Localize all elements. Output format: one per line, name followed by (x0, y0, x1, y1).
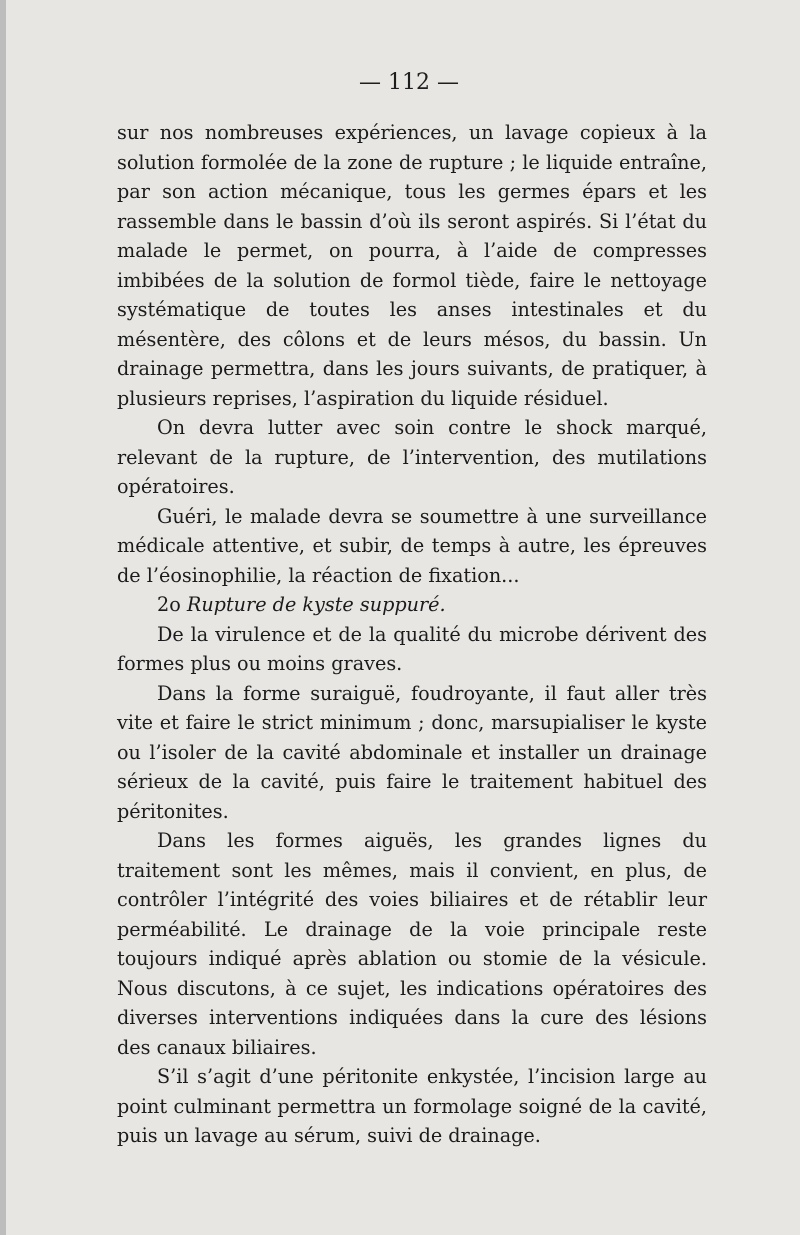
paragraph: sur nos nombreuses expériences, un lavage copieux à la solution formolée de la zone de rupture ; le liquide entraîne, par son action mécanique, tous les germes épars et les rassemble dans le bassin d’où ils seront aspirés. Si l’état du malade le permet, on pourra, à l’aide de compresses imbibées de la solution de formol tiède, faire le nettoyage systématique de toutes les anses intestinales et du mésentère, des côlons et de leurs mésos, du bassin. Un drainage permettra, dans les jours suivants, de pratiquer, à plusieurs reprises, l’aspiration du liquide résiduel. (117, 121, 707, 410)
page-edge (0, 0, 6, 1235)
paragraph: On devra lutter avec soin contre le shock marqué, relevant de la rupture, de l’intervention, des mutilations opératoires. (117, 416, 707, 498)
paragraph: S’il s’agit d’une péritonite enkystée, l’incision large au point culminant permettra un formolage soigné de la cavité, puis un lavage au sérum, suivi de drainage. (117, 1065, 707, 1147)
paragraph: De la virulence et de la qualité du microbe dérivent des formes plus ou moins graves. (117, 622, 707, 675)
paragraph: Guéri, le malade devra se soumettre à une surveillance médicale attentive, et subir, de temps à autre, les épreuves de l’éosinophilie, la réaction de fixation... (117, 504, 707, 587)
paragraph: Dans les formes aiguës, les grandes lignes du traitement sont les mêmes, mais il convient, en plus, de contrôler l’intégrité des voies biliaires et de rétablir leur perméabilité. Le drainage de la voie principale reste toujours indiqué après ablation ou stomie de la vésicule. Nous discutons, à ce sujet, les indications opératoires des diverses interventions indiquées dans la cure des lésions des canaux biliaires. (117, 829, 707, 1059)
section-heading (117, 590, 707, 620)
paragraph: Dans la forme suraiguë, foudroyante, il faut aller très vite et faire le strict minimum ; donc, marsupialiser le kyste ou l’isoler de la cavité abdominale et installer un drainage sérieux de la cavité, puis faire le traitement habituel des péritonites. (117, 681, 707, 823)
page-body (117, 118, 707, 1151)
page-number: — 112 — (359, 70, 459, 95)
section-title: Rupture de kyste suppuré. (186, 593, 446, 616)
section-number: 2o (157, 593, 181, 616)
